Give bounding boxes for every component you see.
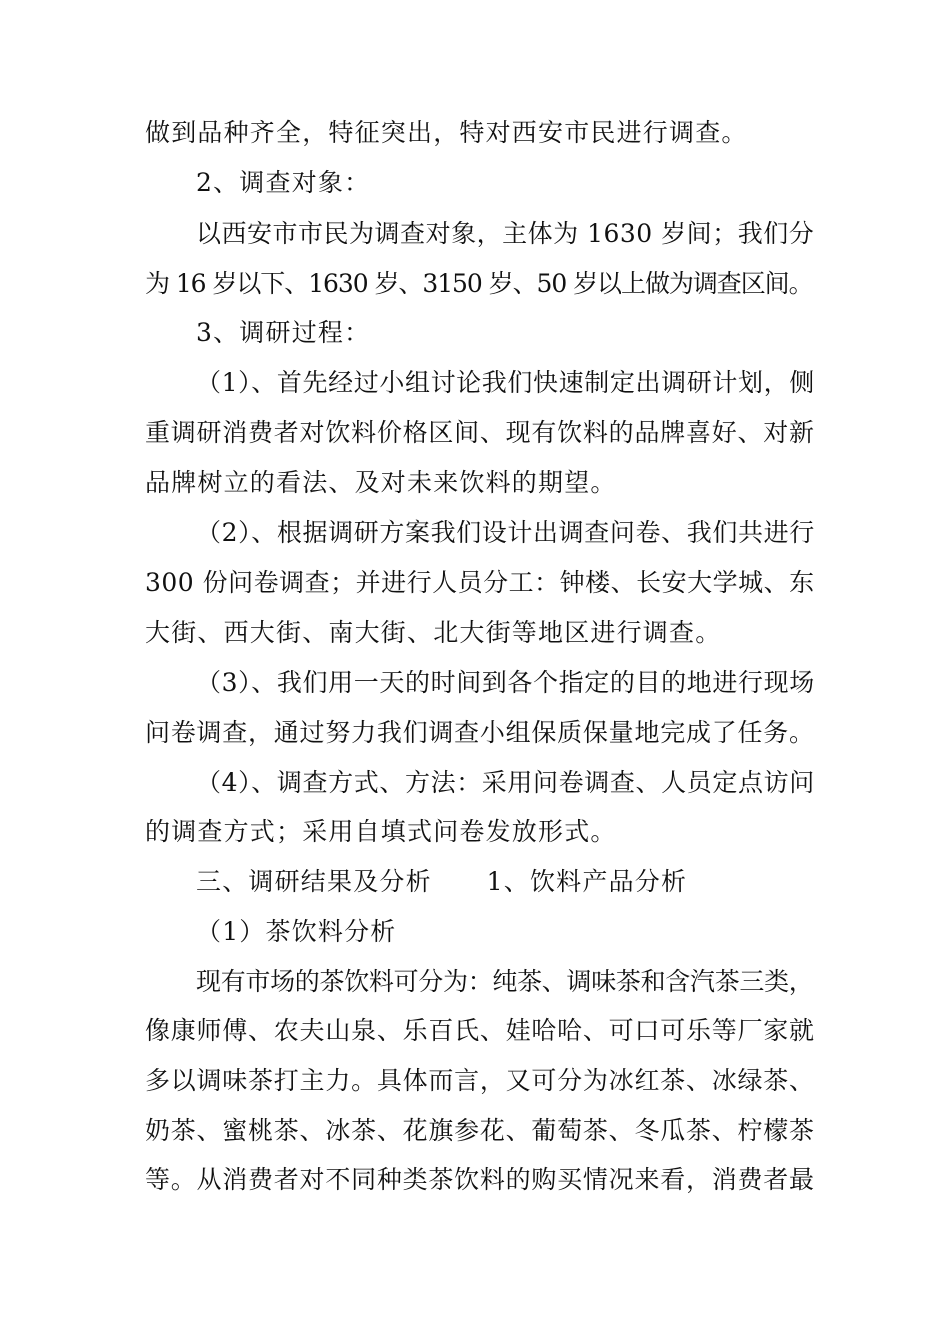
subsection-heading: （1）茶饮料分析 [196, 917, 397, 946]
text-line: 像康师傅、农夫山泉、乐百氏、娃哈哈、可口可乐等厂家就 [145, 1016, 815, 1045]
text-line: 等。从消费者对不同种类茶饮料的购买情况来看，消费者最 [145, 1165, 815, 1194]
text-line: 奶茶、蜜桃茶、冰茶、花旗参花、葡萄茶、冬瓜茶、柠檬茶 [145, 1116, 815, 1145]
text-line: 做到品种齐全，特征突出，特对西安市民进行调查。 [145, 118, 748, 147]
text-line: （1）、首先经过小组讨论我们快速制定出调研计划，侧 [196, 368, 815, 397]
text-line: 以西安市市民为调查对象，主体为 1630 岁间；我们分 [196, 219, 815, 248]
text-line: （4）、调查方式、方法：采用问卷调查、人员定点访问 [196, 768, 815, 797]
text-line: 300 份问卷调查；并进行人员分工：钟楼、长安大学城、东 [145, 568, 815, 597]
text-line: 重调研消费者对饮料价格区间、现有饮料的品牌喜好、对新 [145, 418, 815, 447]
text-line: （3）、我们用一天的时间到各个指定的目的地进行现场 [196, 668, 815, 697]
text-line: （2）、根据调研方案我们设计出调查问卷、我们共进行 [196, 518, 815, 547]
section-heading: 三、调研结果及分析 1、饮料产品分析 [196, 867, 688, 896]
text-line: 大街、西大街、南大街、北大街等地区进行调查。 [145, 618, 722, 647]
text-line: 现有市场的茶饮料可分为：纯茶、调味茶和含汽茶三类， [196, 967, 814, 996]
section-heading: 2、调查对象： [196, 168, 371, 197]
text-line: 的调查方式；采用自填式问卷发放形式。 [145, 817, 617, 846]
text-line: 多以调味茶打主力。具体而言，又可分为冰红茶、冰绿茶、 [145, 1066, 815, 1095]
text-line: 为 16 岁以下、1630 岁、3150 岁、50 岁以上做为调查区间。 [145, 269, 813, 298]
text-line: 品牌树立的看法、及对未来饮料的期望。 [145, 468, 617, 497]
section-heading: 3、调研过程： [196, 318, 371, 347]
text-line: 问卷调查，通过努力我们调查小组保质保量地完成了任务。 [145, 718, 815, 747]
